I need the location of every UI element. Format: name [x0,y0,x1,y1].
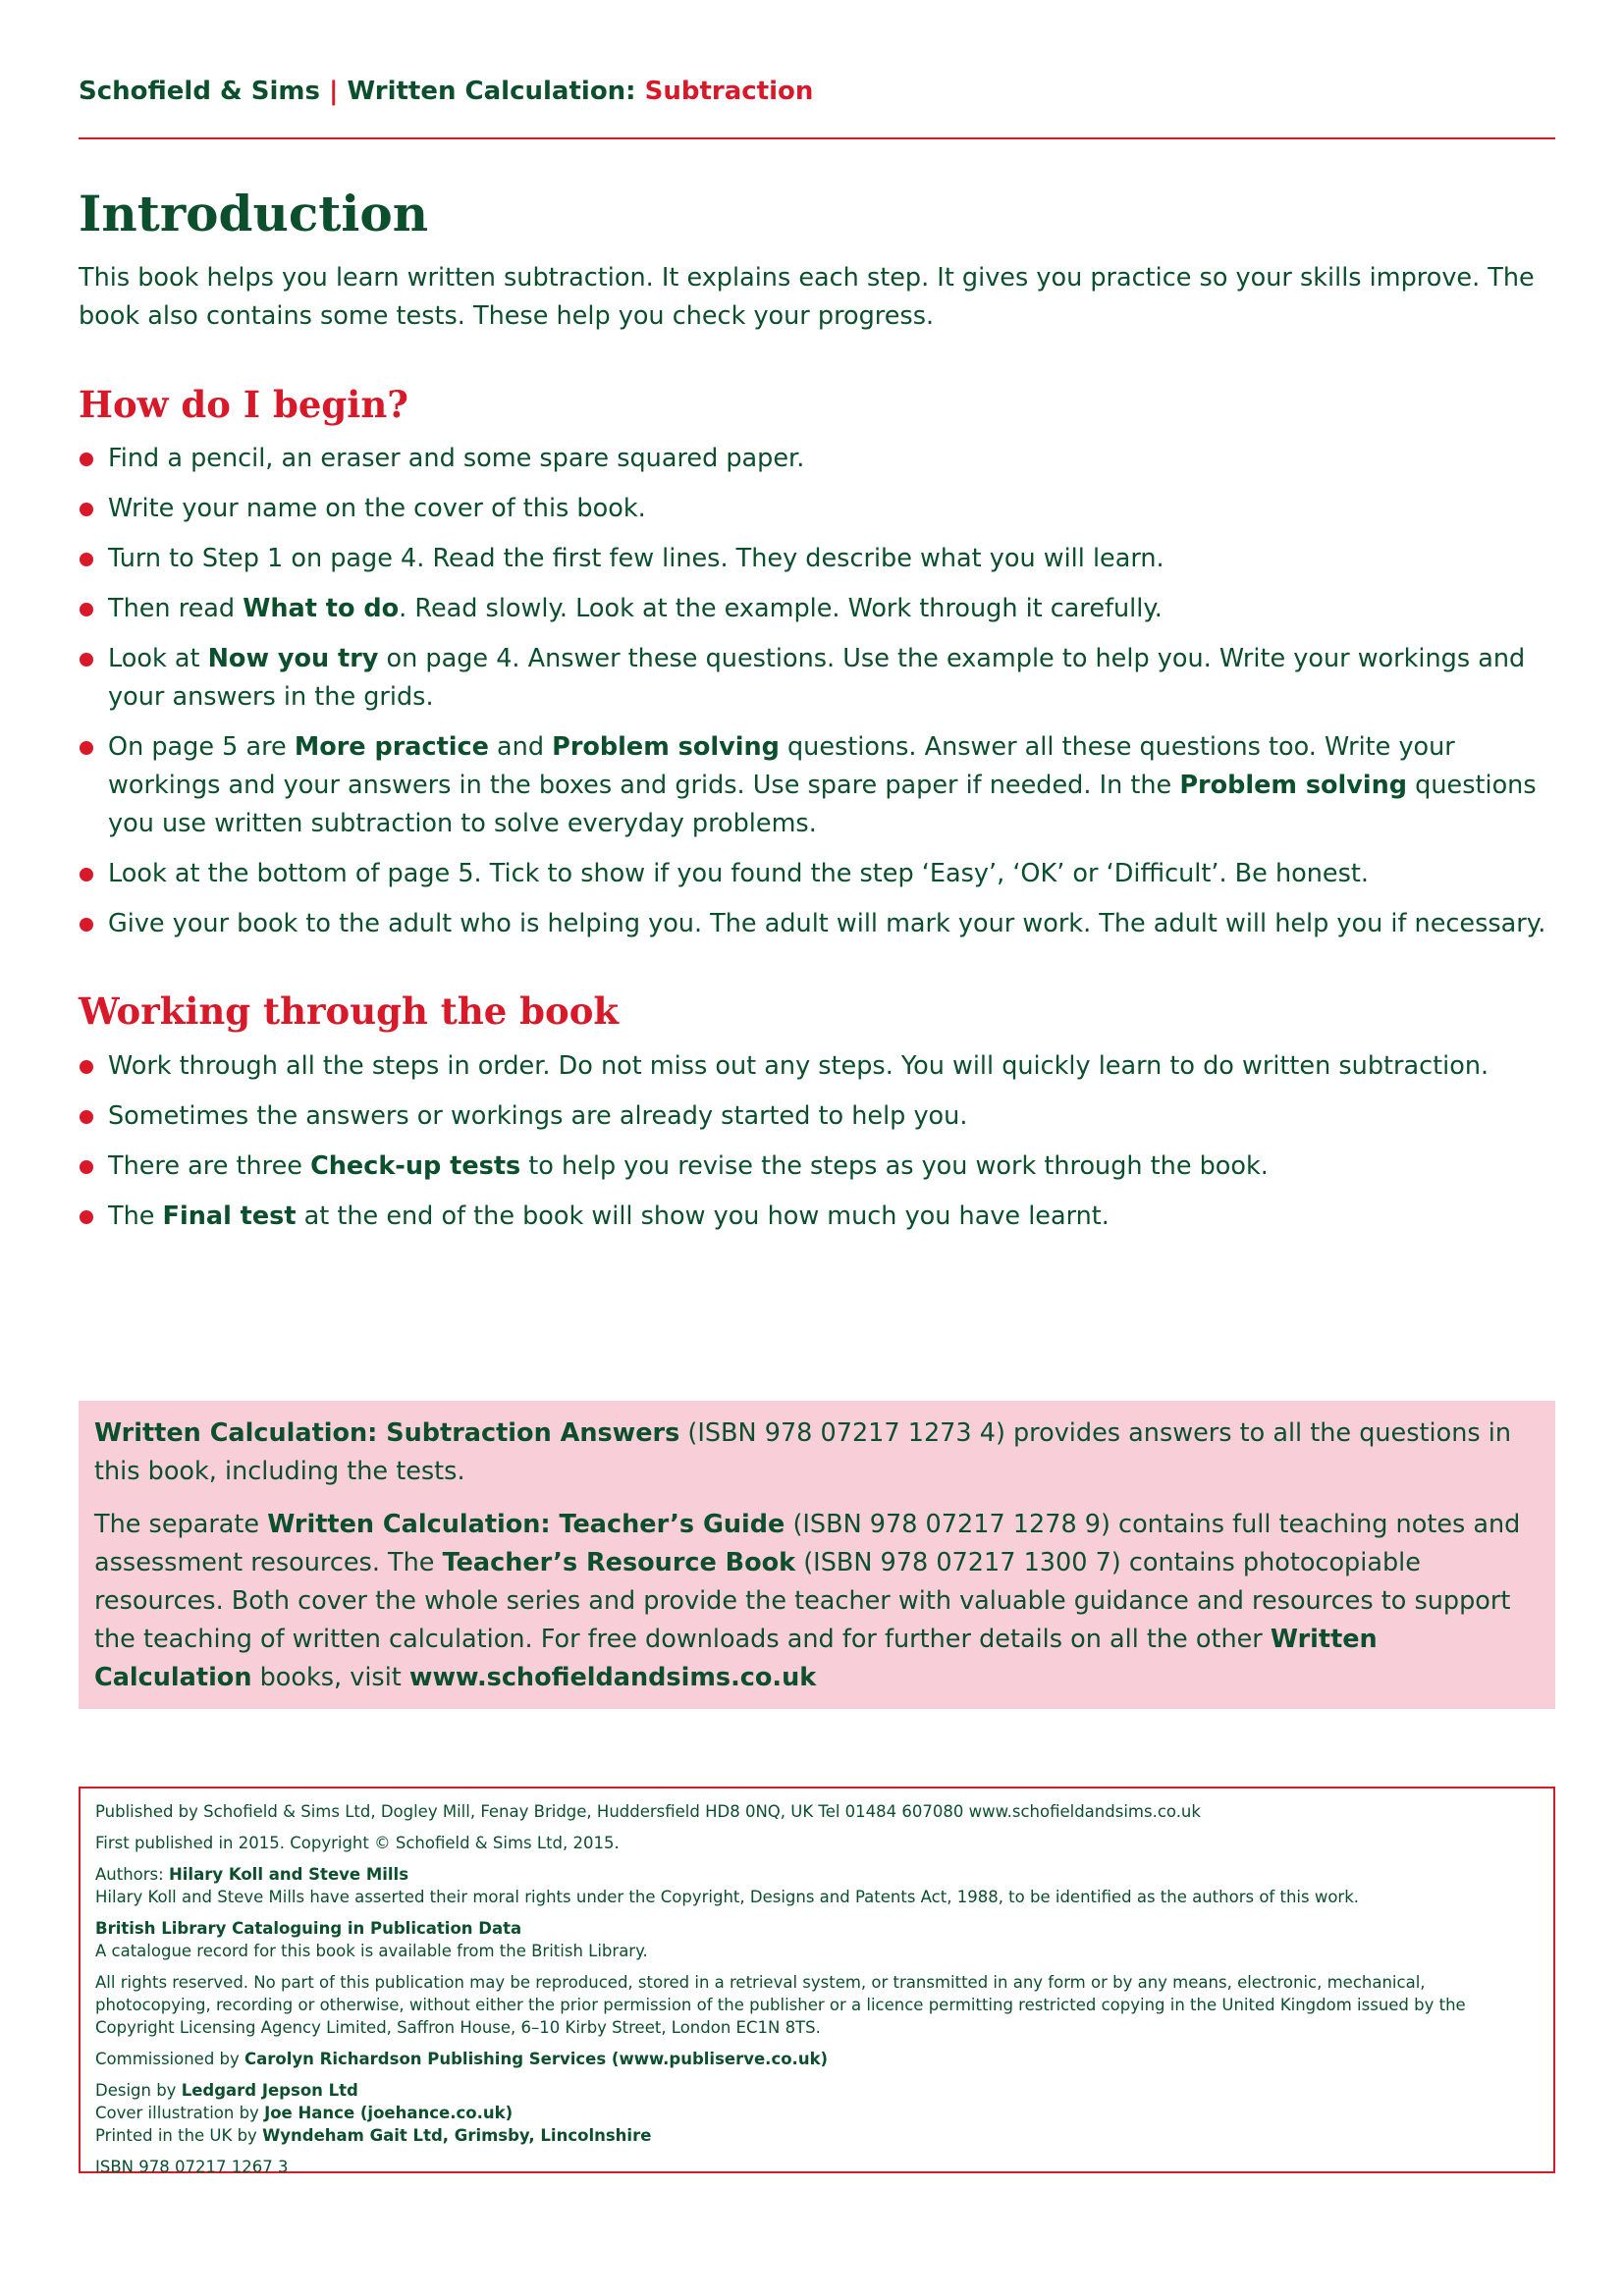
item-text: at the end of the book will show you how much you have learnt. [296,1201,1110,1231]
begin-heading: How do I begin? [79,383,408,426]
published-line: Published by Schofield & Sims Ltd, Dogley Mill, Fenay Bridge, Huddersfield HD8 0NQ, UK Tel 01484 607080 www.schofieldandsims.co.uk [95,1802,1201,1821]
item-text: (ISBN 978 07217 1273 4) provides answers to all the questions in this book, including the tests. [94,1418,1512,1486]
answers-note [94,1415,1540,1491]
item-bold: Final test [162,1201,297,1231]
bl-text: A catalogue record for this book is available from the British Library. [95,1942,648,1960]
item-bold: Written Calculation [94,1625,1378,1692]
teacher-note [94,1506,1540,1697]
item-bold: Problem solving [552,732,780,762]
item-text: (ISBN 978 07217 1278 9) contains full teaching notes and assessment resources. The [94,1510,1521,1577]
item-text: on page 4. Answer these questions. Use the example to help you. Write your workings and your answers in the grids. [108,644,1526,712]
item-text: The separate [94,1510,268,1539]
imprint-box [79,1787,1555,2176]
working-heading: Working through the book [79,989,620,1033]
commissioned-line [95,2048,1539,2070]
authors-block [95,1863,1539,1908]
list-item [79,1148,1555,1186]
commissioned-by: Carolyn Richardson Publishing Services (www.publiserve.co.uk) [244,2050,829,2068]
item-text: (ISBN 978 07217 1300 7) contains photocopiable resources. Both cover the whole series and provide the teacher with valuable guidance and resources to support the teaching of written calculation. For free downloads and for further details on all the other [94,1548,1511,1654]
intro-text: This book helps you learn written subtraction. It explains each step. It gives you practice so your skills improve. The book also contains some tests. These help you check your progress. [79,263,1535,331]
item-text: Look at [108,644,208,673]
item-bold: What to do [243,594,400,623]
website-link[interactable]: www.schofieldandsims.co.uk [408,1663,817,1692]
item-text: Then read [108,594,244,623]
authors-names: Hilary Koll and Steve Mills [168,1865,409,1884]
item-text: The [108,1201,163,1231]
item-bold: Problem solving [1179,771,1408,800]
list-item: Give your book to the adult who is helping you. The adult will mark your work. The adult will help you if necessary. [79,905,1555,943]
list-item: Turn to Step 1 on page 4. Read the first few lines. They describe what you will learn. [79,540,1555,578]
item-bold: Check-up tests [310,1151,521,1181]
item-bold: Now you try [207,644,379,673]
header-publisher: Schofield & Sims [79,77,320,106]
running-header [79,77,813,106]
working-list [79,1047,1555,1248]
list-item [79,640,1555,717]
printed-by: Wyndeham Gait Ltd, Grimsby, Lincolnshire [262,2126,652,2145]
bl-heading: British Library Cataloguing in Publication Data [95,1919,522,1938]
item-text: to help you revise the steps as you work through the book. [520,1151,1269,1181]
item-text: questions you use written subtraction to solve everyday problems. [108,771,1537,838]
list-item: Sometimes the answers or workings are already started to help you. [79,1097,1555,1136]
credits-block [95,2079,1539,2147]
item-text: and [488,732,553,762]
header-separator: | [328,77,339,106]
list-item: Look at the bottom of page 5. Tick to show if you found the step ‘Easy’, ‘OK’ or ‘Difficult’. Be honest. [79,855,1555,893]
list-item [79,728,1555,843]
authors-label: Authors: [95,1865,169,1884]
list-item: Work through all the steps in order. Do not miss out any steps. You will quickly learn to do written subtraction. [79,1047,1555,1086]
item-text: On page 5 are [108,732,295,762]
printed-label: Printed in the UK by [95,2126,263,2145]
bl-block [95,1917,1539,1962]
commissioned-label: Commissioned by [95,2050,245,2068]
item-text: There are three [108,1151,311,1181]
list-item: Find a pencil, an eraser and some spare squared paper. [79,440,1555,478]
item-bold: More practice [294,732,489,762]
list-item [79,590,1555,628]
authors-rights: Hilary Koll and Steve Mills have asserted their moral rights under the Copyright, Designs and Patents Act, 1988, to be identified as the authors of this work. [95,1888,1360,1906]
cover-by: Joe Hance (joehance.co.uk) [264,2104,514,2122]
header-series: Written Calculation: [347,77,636,106]
item-text: questions. Answer all these questions too. Write your workings and your answers in the boxes and grids. Use spare paper if needed. In the [108,732,1455,800]
resources-box [79,1401,1555,1709]
cover-label: Cover illustration by [95,2104,265,2122]
header-rule [79,137,1555,139]
begin-list [79,440,1555,955]
list-item: Write your name on the cover of this book. [79,490,1555,528]
design-label: Design by [95,2081,182,2100]
list-item [79,1198,1555,1236]
design-by: Ledgard Jepson Ltd [181,2081,358,2100]
first-published-line: First published in 2015. Copyright © Schofield & Sims Ltd, 2015. [95,1834,620,1852]
header-subject: Subtraction [644,77,814,106]
item-bold: Written Calculation: Teacher’s Guide [267,1510,785,1539]
item-bold: Teacher’s Resource Book [442,1548,796,1577]
intro-title: Introduction [79,185,429,242]
isbn-line: ISBN 978 07217 1267 3 [95,2158,289,2176]
item-text: . Read slowly. Look at the example. Work through it carefully. [399,594,1163,623]
rights-text: All rights reserved. No part of this publication may be reproduced, stored in a retrieval system, or transmitted in any form or by any means, electronic, mechanical, photocopying, recording or otherwise, without either the prior permission of the publisher or a licence permitting restricted copying in the United Kingdom issued by the Copyright Licensing Agency Limited, Saffron House, 6–10 Kirby Street, London EC1N 8TS. [95,1973,1466,2037]
item-bold: Written Calculation: Subtraction Answers [94,1418,680,1448]
item-text: books, visit [251,1663,409,1692]
